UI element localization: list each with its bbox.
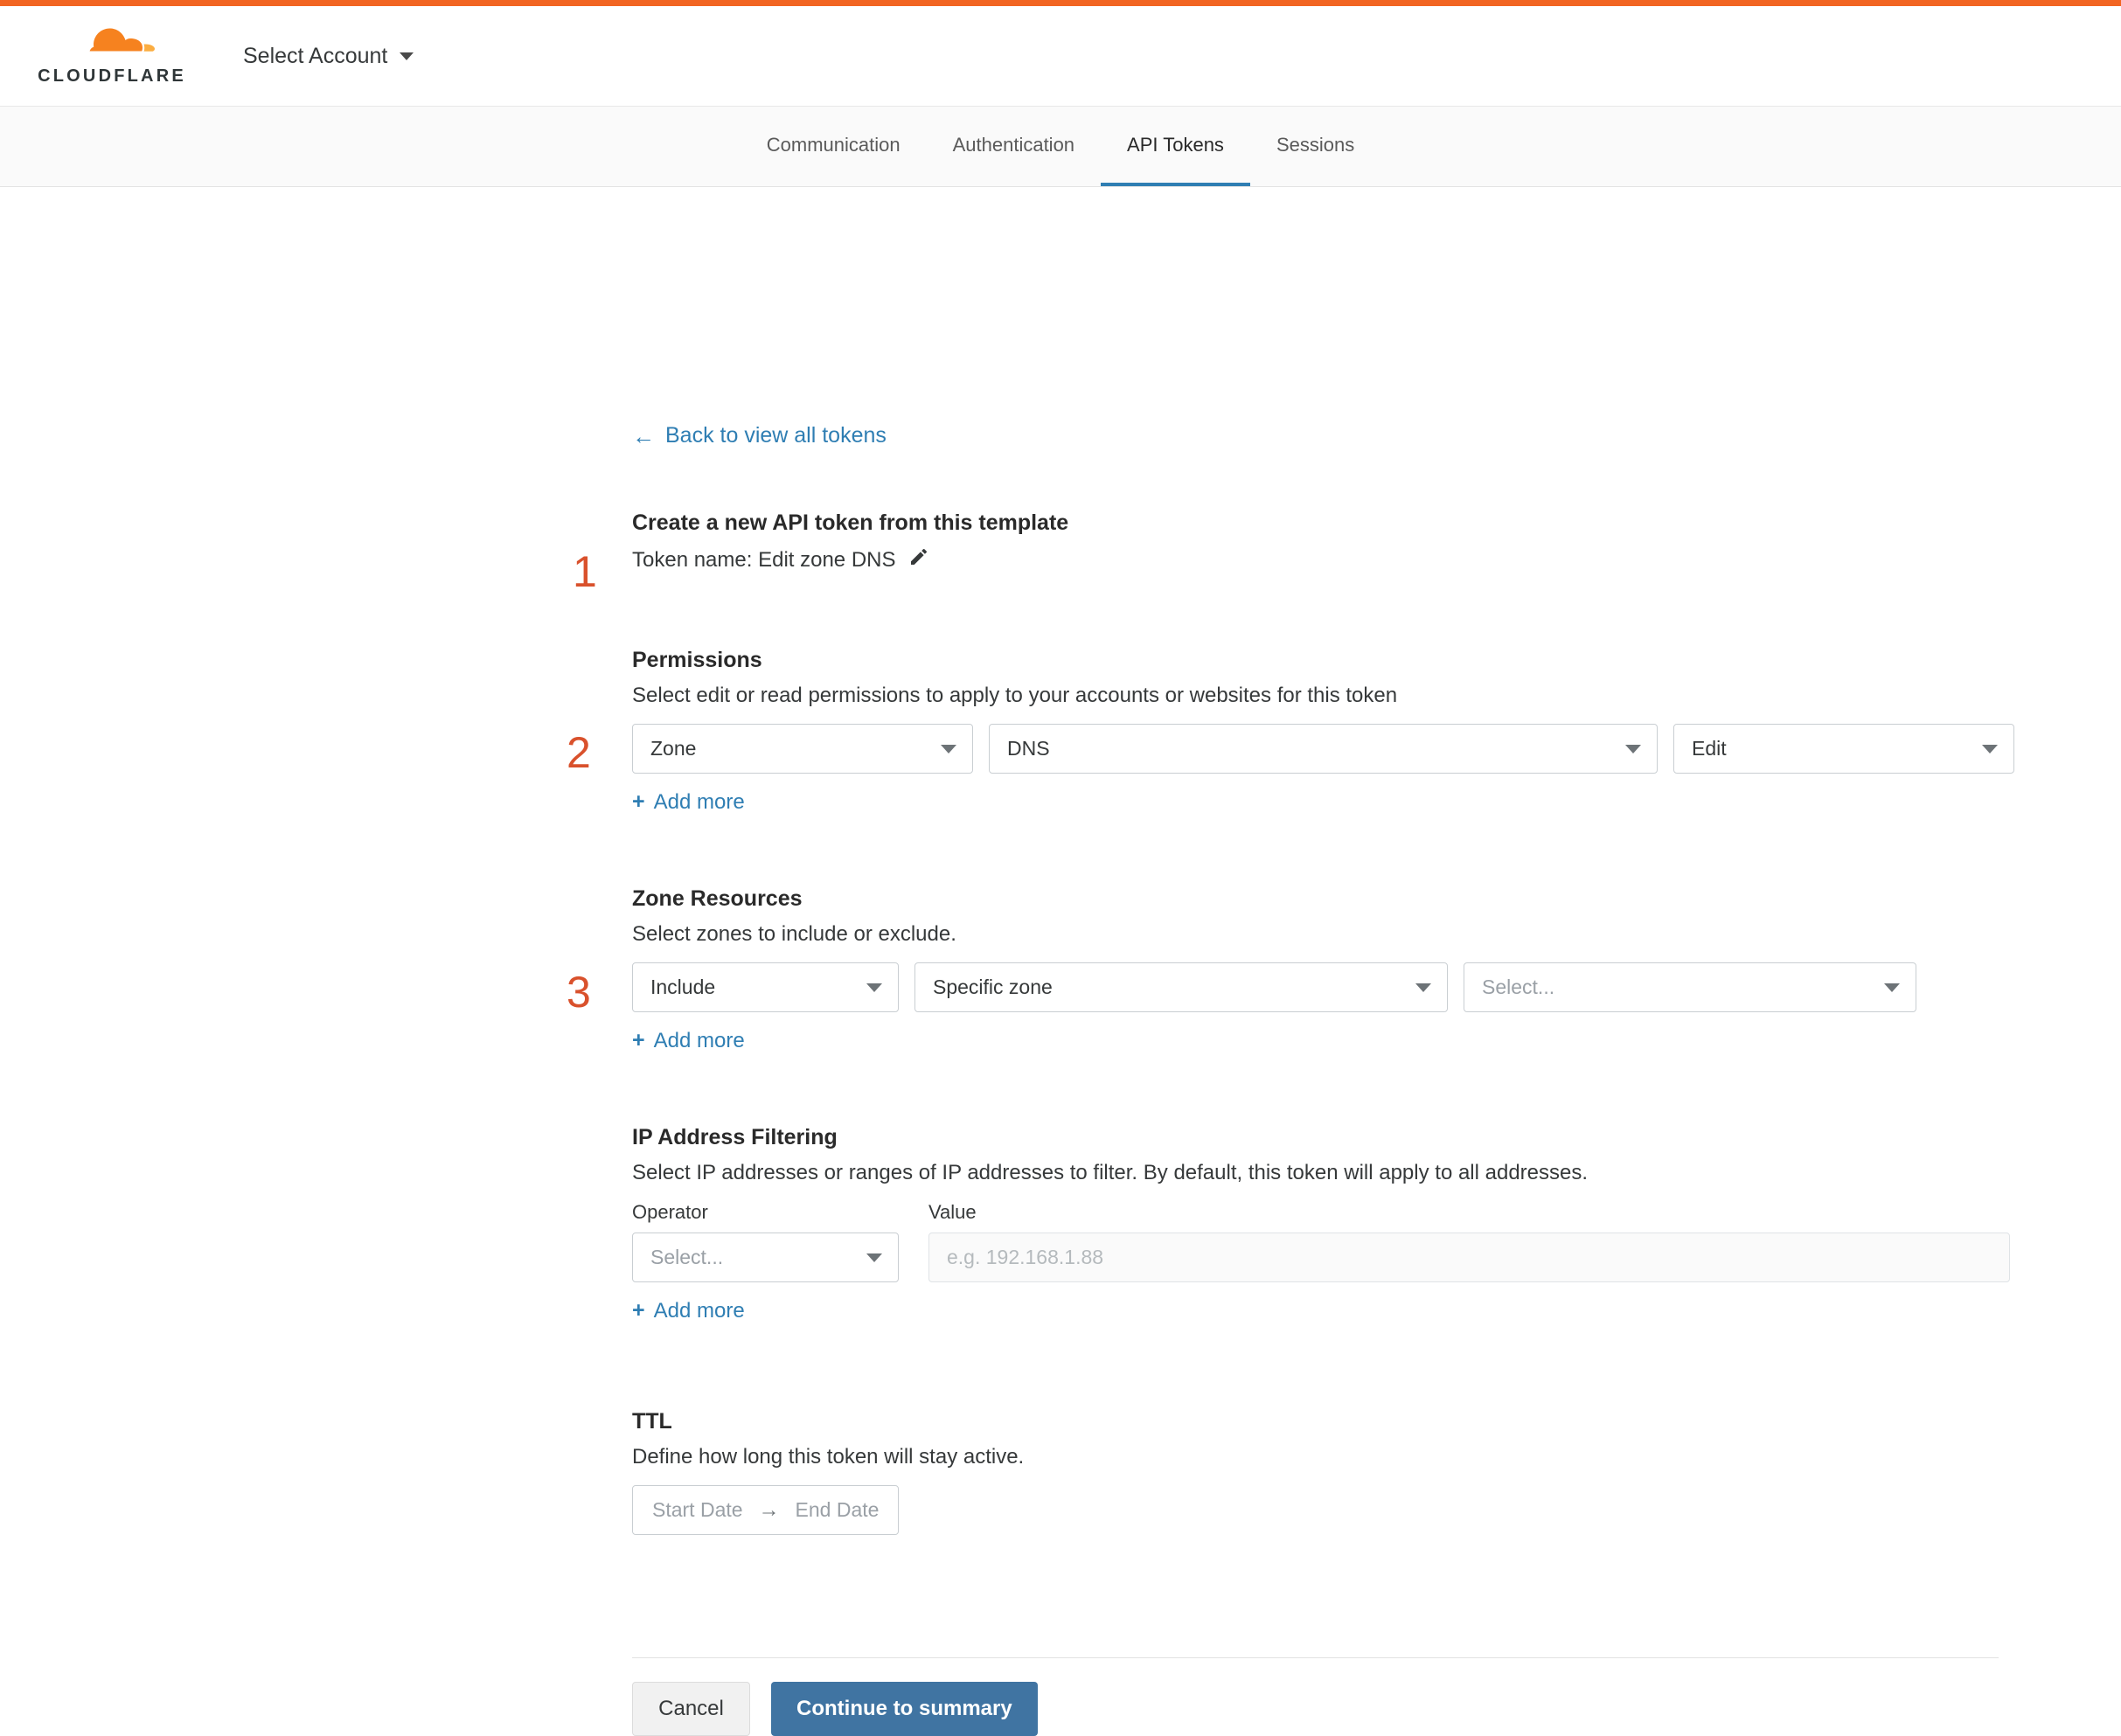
cancel-button-label: Cancel [658, 1697, 724, 1720]
continue-to-summary-button[interactable] [771, 1682, 1038, 1736]
permissions-add-more-button[interactable] [632, 789, 745, 815]
chevron-down-icon [1884, 983, 1900, 992]
app-header [0, 6, 2121, 107]
chevron-down-icon [400, 52, 414, 60]
arrow-right-icon: → [758, 1497, 780, 1522]
ip-operator-group [632, 1201, 899, 1282]
arrow-left-icon: ← [632, 422, 655, 449]
ip-value-placeholder: e.g. 192.168.1.88 [947, 1246, 1104, 1268]
ip-value-group [928, 1201, 2010, 1282]
step-number-2: 2 [567, 728, 591, 777]
back-to-all-tokens-link[interactable] [632, 423, 887, 448]
ttl-start-date-placeholder: Start Date [652, 1498, 743, 1521]
permissions-add-more-label: Add more [653, 789, 745, 814]
tab-sessions[interactable] [1250, 107, 1380, 186]
permission-access-value: Edit [1692, 737, 1727, 760]
chevron-down-icon [1625, 745, 1641, 753]
ip-value-input[interactable] [928, 1233, 2010, 1282]
zone-resources-add-more-label: Add more [653, 1028, 745, 1052]
zone-type-value: Specific zone [933, 976, 1053, 998]
ip-value-label: Value [928, 1201, 977, 1223]
tab-communication-label: Communication [766, 133, 901, 156]
ip-operator-placeholder: Select... [650, 1246, 724, 1268]
zone-resources-description: Select zones to include or exclude. [632, 922, 956, 946]
zone-resources-row [632, 962, 1916, 1012]
permission-scope-select[interactable] [632, 724, 973, 774]
primary-nav [0, 107, 2121, 187]
cloudflare-wordmark: CLOUDFLARE [38, 66, 186, 86]
create-token-section [632, 510, 1068, 573]
permission-resource-select[interactable] [989, 724, 1658, 774]
step-number-3: 3 [567, 968, 591, 1017]
edit-pencil-icon[interactable] [908, 546, 929, 573]
permission-resource-value: DNS [1007, 737, 1050, 760]
plus-icon: + [632, 1028, 645, 1052]
zone-resources-title: Zone Resources [632, 886, 803, 911]
permissions-row [632, 724, 2014, 774]
permission-scope-value: Zone [650, 737, 697, 760]
chevron-down-icon [1982, 745, 1998, 753]
footer-actions [632, 1682, 1038, 1736]
chevron-down-icon [866, 1253, 882, 1262]
zone-value-placeholder: Select... [1482, 976, 1555, 998]
chevron-down-icon [866, 983, 882, 992]
ttl-end-date-placeholder: End Date [795, 1498, 880, 1521]
chevron-down-icon [941, 745, 956, 753]
zone-resources-section [632, 886, 1916, 1053]
ip-operator-label: Operator [632, 1201, 708, 1223]
tab-api-tokens[interactable] [1101, 107, 1250, 186]
ip-operator-select[interactable] [632, 1233, 899, 1282]
tab-authentication-label: Authentication [952, 133, 1075, 156]
top-accent-bar [0, 0, 2121, 6]
account-selector[interactable] [243, 44, 414, 69]
account-selector-label: Select Account [243, 43, 388, 68]
continue-to-summary-label: Continue to summary [796, 1697, 1012, 1720]
zone-value-select[interactable] [1464, 962, 1916, 1012]
back-link-label: Back to view all tokens [665, 423, 887, 448]
ttl-title: TTL [632, 1409, 672, 1434]
tab-api-tokens-label: API Tokens [1127, 133, 1224, 156]
ip-filtering-add-more-label: Add more [653, 1298, 745, 1323]
ip-filtering-section [632, 1125, 2010, 1323]
zone-include-select[interactable] [632, 962, 899, 1012]
token-name-label: Token name: Edit zone DNS [632, 547, 896, 572]
token-name-row [632, 546, 1068, 573]
ttl-date-range-picker[interactable] [632, 1485, 899, 1535]
ttl-section [632, 1409, 1024, 1535]
cloudflare-logo[interactable] [24, 26, 199, 87]
ip-filtering-title: IP Address Filtering [632, 1125, 838, 1149]
cancel-button[interactable] [632, 1682, 750, 1736]
zone-resources-add-more-button[interactable] [632, 1028, 745, 1053]
plus-icon: + [632, 789, 645, 814]
zone-type-select[interactable] [914, 962, 1448, 1012]
permissions-description: Select edit or read permissions to apply to your accounts or websites for this token [632, 684, 1398, 707]
footer-divider [632, 1657, 1999, 1658]
plus-icon: + [632, 1298, 645, 1323]
permission-access-select[interactable] [1673, 724, 2014, 774]
zone-include-value: Include [650, 976, 716, 998]
tab-sessions-label: Sessions [1276, 133, 1355, 156]
permissions-section [632, 648, 2014, 815]
ip-filtering-row [632, 1201, 2010, 1282]
ip-filtering-description: Select IP addresses or ranges of IP addresses to filter. By default, this token will apply to all addresses. [632, 1161, 1589, 1184]
tab-communication[interactable] [741, 107, 927, 186]
chevron-down-icon [1415, 983, 1431, 992]
cloudflare-cloud-icon [62, 26, 163, 65]
permissions-title: Permissions [632, 648, 762, 672]
ttl-description: Define how long this token will stay active. [632, 1445, 1025, 1469]
step-number-1: 1 [573, 547, 597, 596]
ip-filtering-add-more-button[interactable] [632, 1298, 745, 1323]
tab-authentication[interactable] [927, 107, 1101, 186]
create-token-title: Create a new API token from this template [632, 510, 1069, 535]
